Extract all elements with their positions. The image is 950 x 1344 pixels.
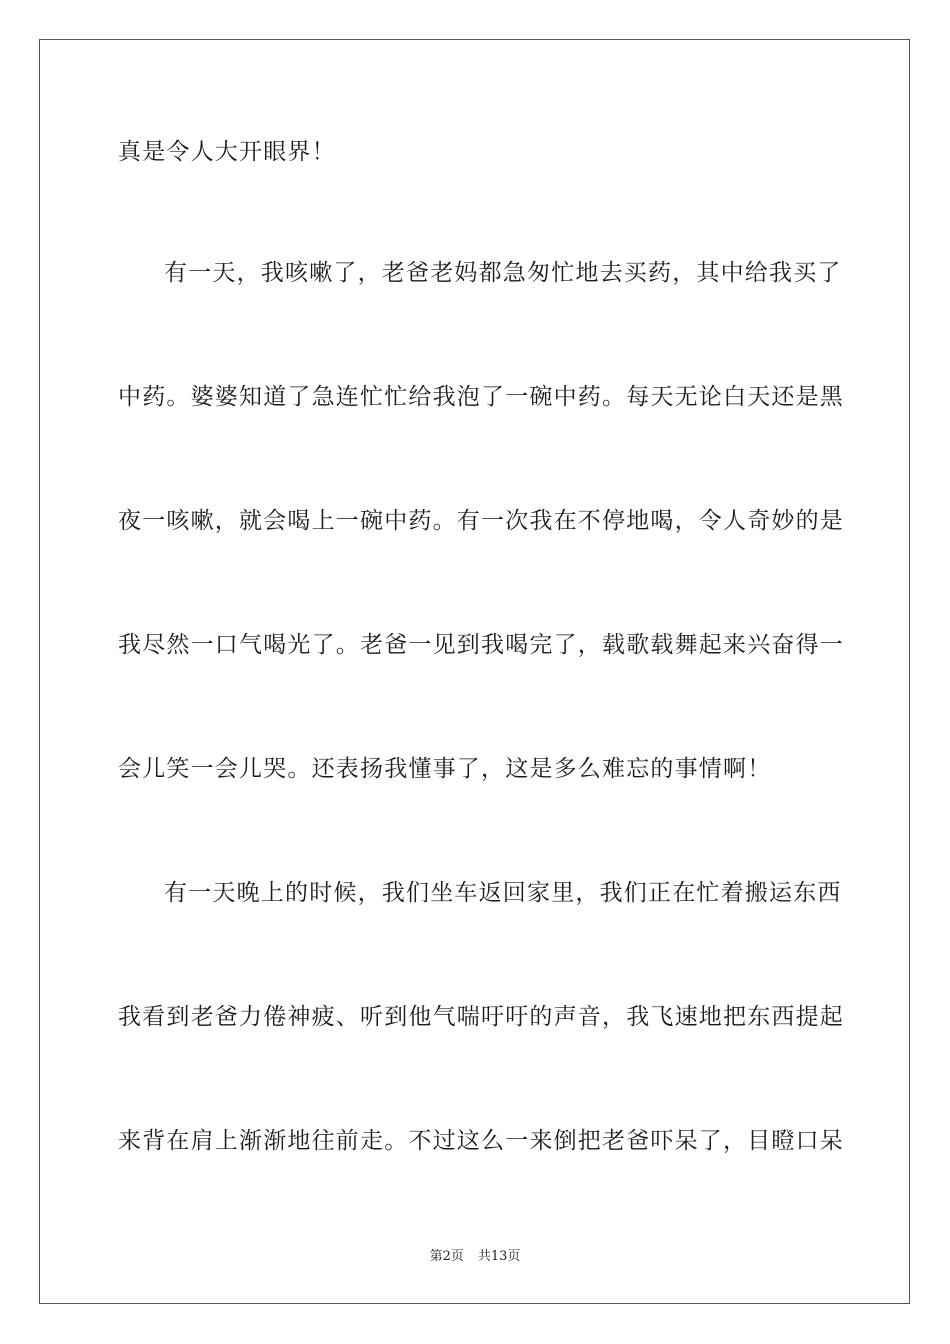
text-line-4: 夜一咳嗽，就会喝上一碗中药。有一次我在不停地喝，令人奇妙的是 <box>118 508 844 534</box>
text-line-9: 来背在肩上渐渐地往前走。不过这么一来倒把老爸吓呆了，目瞪口呆 <box>118 1128 844 1154</box>
text-line-7: 有一天晚上的时候，我们坐车返回家里，我们正在忙着搬运东西 <box>164 880 842 906</box>
page-border <box>39 39 910 1304</box>
text-line-3: 中药。婆婆知道了急连忙忙给我泡了一碗中药。每天无论白天还是黑 <box>118 384 844 410</box>
text-line-2: 有一天，我咳嗽了，老爸老妈都急匆忙地去买药，其中给我买了 <box>164 260 842 286</box>
page-footer <box>0 1248 950 1266</box>
text-line-8: 我看到老爸力倦神疲、听到他气喘吁吁的声音，我飞速地把东西提起 <box>118 1004 844 1030</box>
page-total: 共13页 <box>477 1249 521 1264</box>
page-number: 第2页 <box>429 1249 464 1264</box>
text-line-6: 会儿笑一会儿哭。还表扬我懂事了，这是多么难忘的事情啊！ <box>118 756 772 782</box>
text-line-5: 我尽然一口气喝光了。老爸一见到我喝完了，载歌载舞起来兴奋得一 <box>118 632 844 658</box>
text-line-1: 真是令人大开眼界！ <box>118 139 336 165</box>
